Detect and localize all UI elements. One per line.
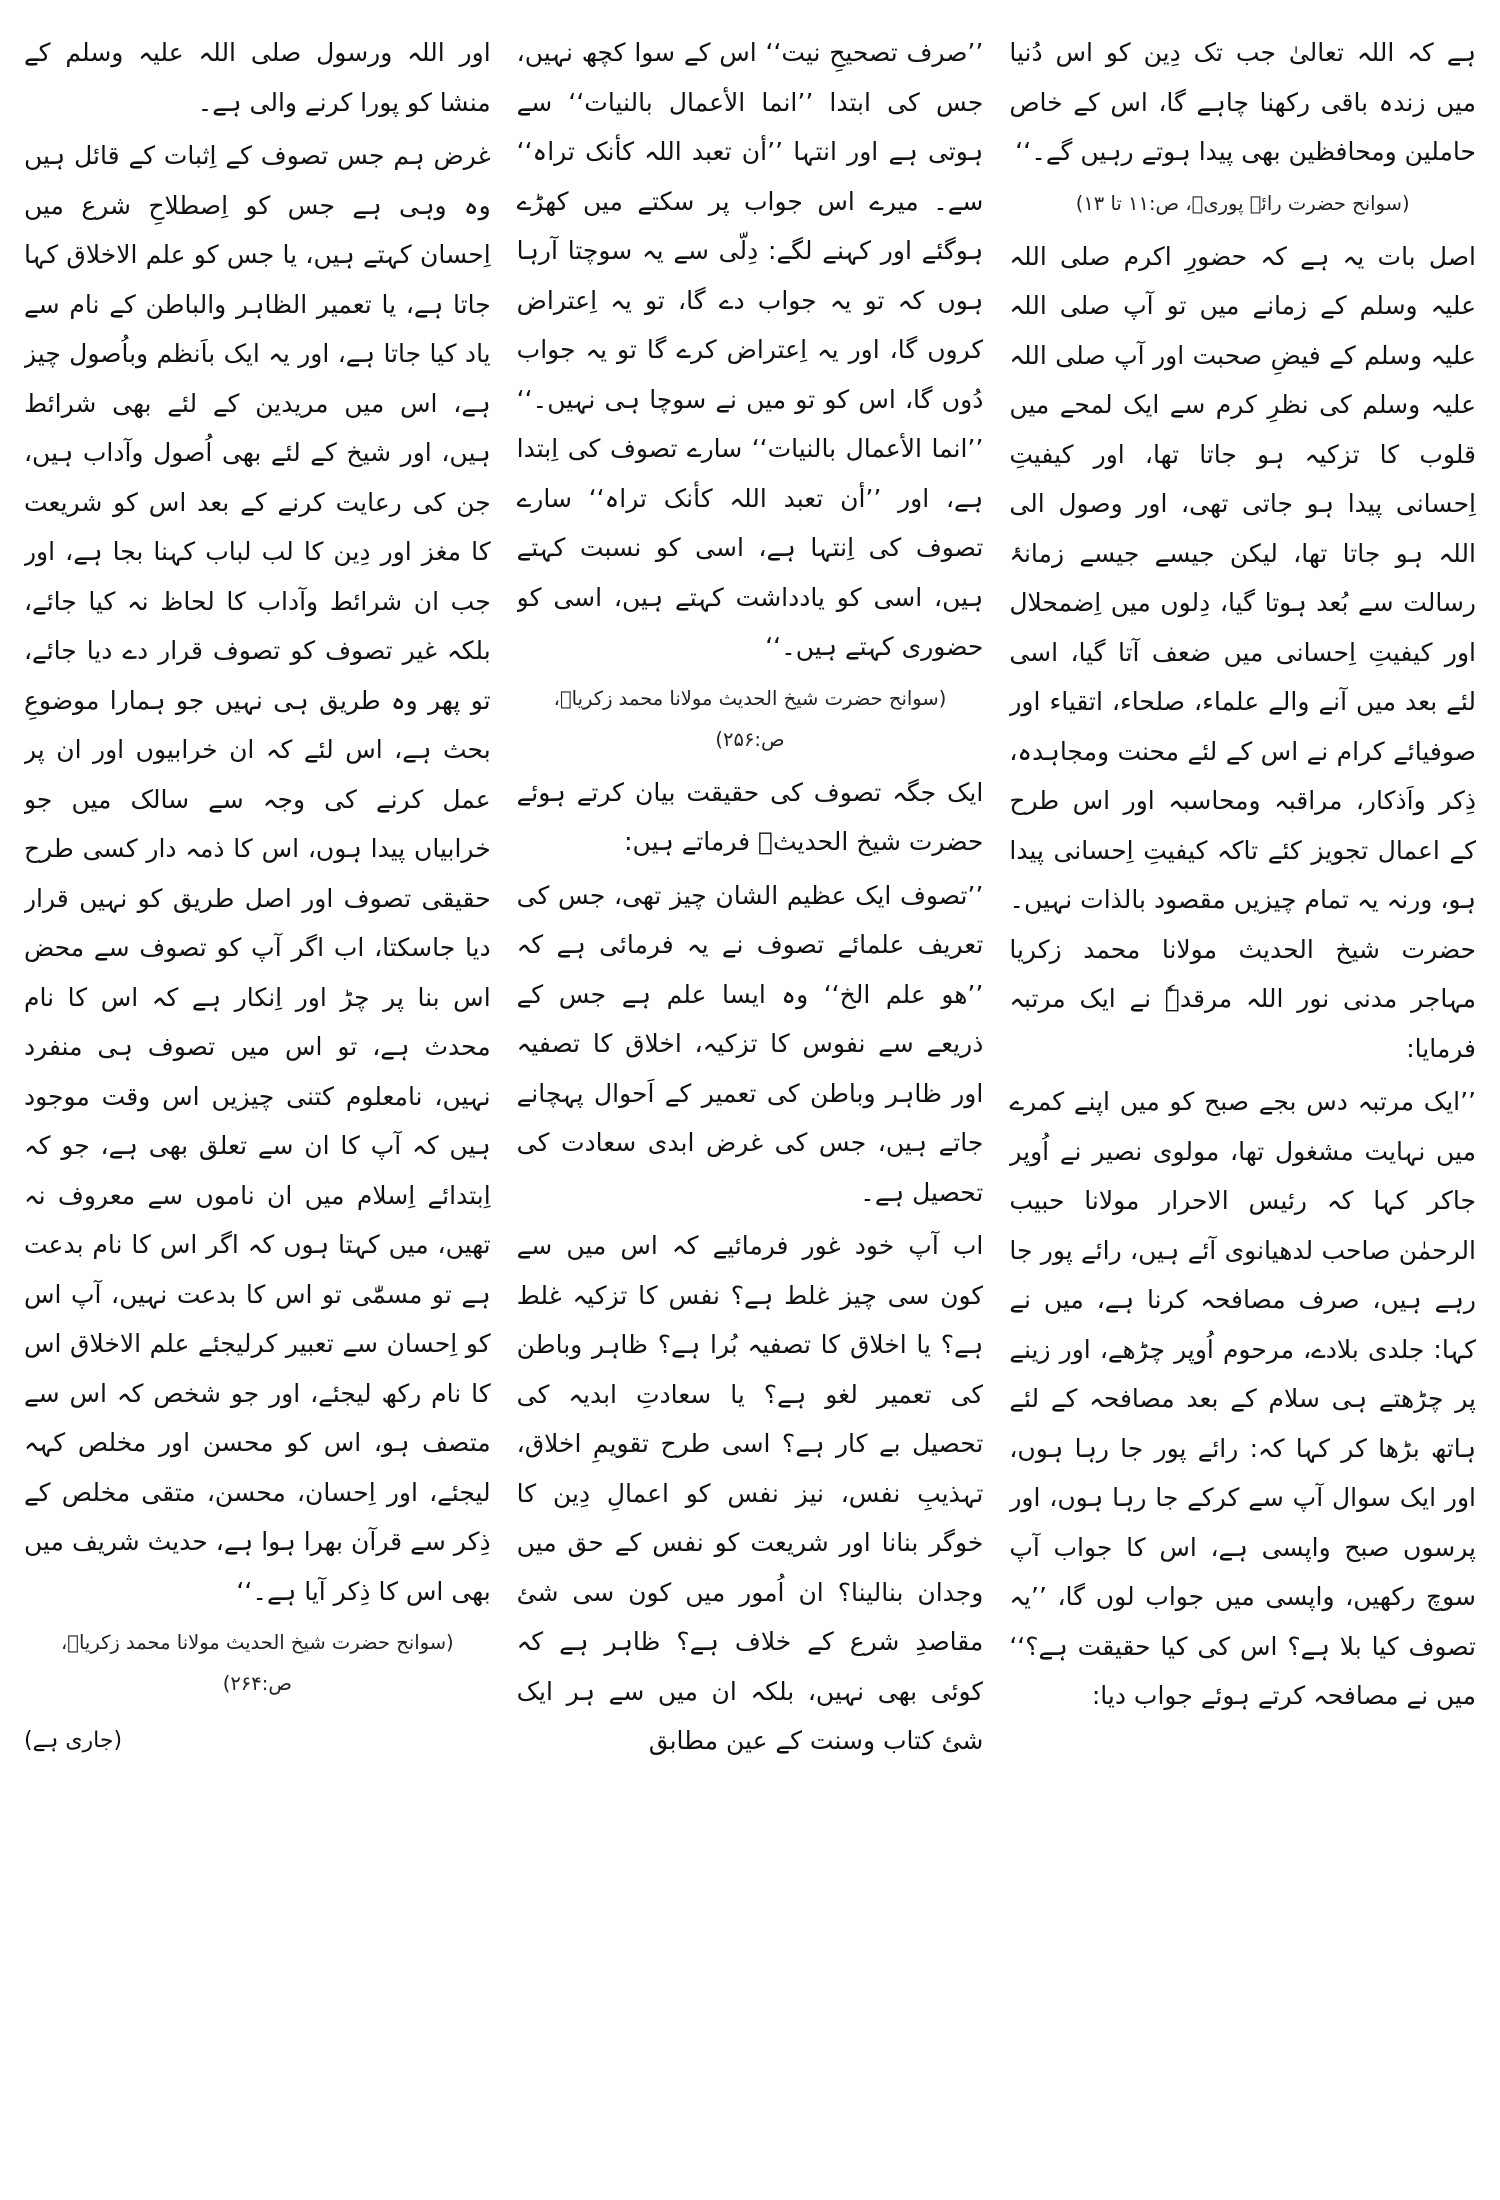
quote-paragraph: ’’تصوف ایک عظیم الشان چیز تھی، جس کی تعریف علمائے تصوف نے یہ فرمائی ہے کہ ’’ھو علم الخ‘‘ وہ ایسا علم ہے جس کے ذریعے سے نفوس کا تزکیہ، اخلاق کا تصفیہ اور ظاہر وباطن کی تعمیر کے اَحوال پہچانے جاتے ہیں، جس کی غرض ابدی سعادت کی تحصیل ہے۔: [516, 880, 984, 1207]
paragraph: ایک جگہ تصوف کی حقیقت بیان کرتے ہوئے حضرت شیخ الحدیثؒ فرماتے ہیں:: [516, 777, 984, 856]
reference-citation: (سوانح حضرت شیخ الحدیث مولانا محمد زکریاؒ، ص:۲۶۴): [60, 1631, 454, 1695]
quote-paragraph: ’’ایک مرتبہ دس بجے صبح کو میں اپنے کمرے میں نہایت مشغول تھا، مولوی نصیر نے اُوپر جاکر کہا کہ رئیس الاحرار مولانا حبیب الرحمٰن صاحب لدھیانوی آئے ہیں، رائے پور جا رہے ہیں، صرف مصافحہ کرنا ہے، میں نے کہا: جلدی بلادے، مرحوم اُوپر چڑھے، اور زینے پر چڑھتے ہی سلام کے بعد مصافحہ کے لئے ہاتھ بڑھا کر کہا کہ: رائے پور جا رہا ہوں، اور ایک سوال آپ سے کرکے جا رہا ہوں، اور پرسوں صبح واپسی ہے، اس کا جواب آپ سوچ رکھیں، واپسی میں جواب لوں گا، ’’یہ تصوف کیا بلا ہے؟ اس کی کیا حقیقت ہے؟‘‘ میں نے مصافحہ کرتے ہوئے جواب دیا:: [1009, 1087, 1476, 1710]
reference-citation: (سوانح حضرت شیخ الحدیث مولانا محمد زکریاؒ، ص:۲۵۶): [553, 686, 947, 751]
paragraph: اصل بات یہ ہے کہ حضورِ اکرم صلی اللہ علیہ وسلم کے زمانے میں تو آپ صلی اللہ علیہ وسلم کے فیضِ صحبت اور آپ صلی اللہ علیہ وسلم کی نظرِ کرم سے ایک لمحے میں قلوب کا تزکیہ ہو جاتا تھا، اور کیفیتِ اِحسانی پیدا ہو جاتی تھی، اور وصول الی اللہ ہو جاتا تھا، لیکن جیسے جیسے زمانۂ رسالت سے بُعد ہوتا گیا، دِلوں میں اِضمحلال اور کیفیتِ اِحسانی میں ضعف آتا گیا، اسی لئے بعد میں آنے والے علماء، صلحاء، اتقیاء اور صوفیائے کرام نے اس کے لئے محنت ومجاہدہ، ذِکر واَذکار، مراقبہ ومحاسبہ اور اس طرح کے اعمال تجویز کئے تاکہ کیفیتِ اِحسانی پیدا ہو، ورنہ یہ تمام چیزیں مقصود بالذات نہیں۔ حضرت شیخ الحدیث مولانا محمد زکریا مہاجر مدنی نور اللہ مرقدہٗ نے ایک مرتبہ فرمایا:: [1009, 241, 1476, 1063]
quote-paragraph: ’’صرف تصحیحِ نیت‘‘ اس کے سوا کچھ نہیں، جس کی ابتدا ’’انما الأعمال بالنیات‘‘ سے ہوتی ہے اور انتہا ’’أن تعبد اللہ کأنک تراہ‘‘ سے۔ میرے اس جواب پر سکتے میں کھڑے ہوگئے اور کہنے لگے: دِلّی سے یہ سوچتا آرہا ہوں کہ تو یہ جواب دے گا، تو یہ اِعتراض کروں گا، اور یہ اِعتراض کرے گا تو یہ جواب دُوں گا، اس کو تو میں نے سوچا ہی نہیں۔‘‘ ’’انما الأعمال بالنیات‘‘ سارے تصوف کی اِبتدا ہے، اور ’’أن تعبد اللہ کأنک تراہ‘‘ سارے تصوف کی اِنتہا ہے، اسی کو نسبت کہتے ہیں، اسی کو یادداشت کہتے ہیں، اسی کو حضوری کہتے ہیں۔‘‘: [516, 38, 984, 661]
column-right: [1009, 28, 1476, 2176]
paragraph: اب آپ خود غور فرمائیے کہ اس میں سے کون سی چیز غلط ہے؟ نفس کا تزکیہ غلط ہے؟ یا اخلاق کا تصفیہ بُرا ہے؟ ظاہر وباطن کی تعمیر لغو ہے؟ یا سعادتِ ابدیہ کی تحصیل بے کار ہے؟ اسی طرح تقویمِ اخلاق، تہذیبِ نفس، نیز نفس کو اعمالِ دِین کا خوگر بنانا اور شریعت کو نفس کے حق میں وجدان بنالینا؟ ان اُمور میں کون سی شئ مقاصدِ شرع کے خلاف ہے؟ ظاہر ہے کہ کوئی بھی نہیں، بلکہ ان میں سے ہر ایک شئ کتاب وسنت کے عین مطابق: [516, 1231, 984, 1755]
paragraph: غرض ہم جس تصوف کے اِثبات کے قائل ہیں وہ وہی ہے جس کو اِصطلاحِ شرع میں اِحسان کہتے ہیں، یا جس کو علم الاخلاق کہا جاتا ہے، یا تعمیر الظاہر والباطن کے نام سے یاد کیا جاتا ہے، اور یہ ایک باَنظم وباُصول چیز ہے، اس میں مریدین کے لئے بھی شرائط ہیں، اور شیخ کے لئے بھی اُصول وآداب ہیں، جن کی رعایت کرنے کے بعد اس کو شریعت کا مغز اور دِین کا لب لباب کہنا بجا ہے، اور جب ان شرائط وآداب کا لحاظ نہ کیا جائے، بلکہ غیر تصوف کو تصوف قرار دے دیا جائے، تو پھر وہ طریق ہی نہیں جو ہمارا موضوعِ بحث ہے، اس لئے کہ ان خرابیوں اور ان پر عمل کرنے کی وجہ سے سالک میں جو خرابیاں پیدا ہوں، اس کا ذمہ دار کسی طرح حقیقی تصوف اور اصل طریق کو نہیں قرار دیا جاسکتا، اب اگر آپ کو تصوف سے محض اس بنا پر چڑ اور اِنکار ہے کہ اس کا نام محدث ہے، تو اس میں تصوف ہی منفرد نہیں، نامعلوم کتنی چیزیں اس وقت موجود ہیں کہ آپ کا ان سے تعلق بھی ہے، جو کہ اِبتدائے اِسلام میں ان ناموں سے معروف نہ تھیں، میں کہتا ہوں کہ اگر اس کا نام بدعت ہے تو مسمّٰی تو اس کا بدعت نہیں، آپ اس کو اِحسان سے تعبیر کرلیجئے علم الاخلاق اس کا نام رکھ لیجئے، اور جو شخص کہ اس سے متصف ہو، اس کو محسن اور مخلص کہہ لیجئے، اور اِحسان، محسن، متقی مخلص کے ذِکر سے قرآن بھرا ہوا ہے، حدیث شریف میں بھی اس کا ذِکر آیا ہے۔‘‘: [23, 141, 491, 1606]
paragraph: ہے کہ اللہ تعالیٰ جب تک دِین کو اس دُنیا میں زندہ باقی رکھنا چاہے گا، اس کے خاص حاملین ومحافظین بھی پیدا ہوتے رہیں گے۔‘‘: [1009, 38, 1476, 166]
reference-citation: (سوانح حضرت رائے پوریؒ، ص:۱۱ تا ۱۳): [1075, 191, 1410, 215]
paragraph: اور اللہ ورسول صلی اللہ علیہ وسلم کے منشا کو پورا کرنے والی ہے۔: [23, 38, 491, 117]
continued-note: (جاری ہے): [23, 1728, 123, 1753]
column-left: [24, 28, 491, 2176]
column-middle: [517, 28, 984, 2176]
